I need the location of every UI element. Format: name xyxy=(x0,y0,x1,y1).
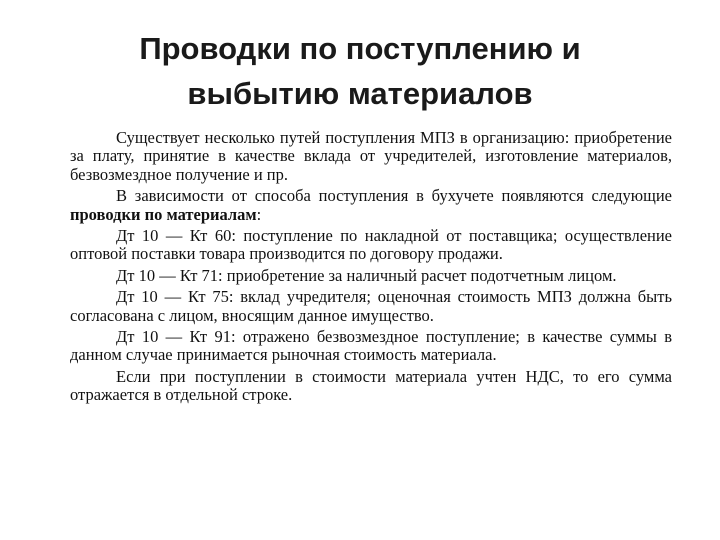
bold-term: проводки по материалам xyxy=(70,204,257,224)
paragraph-posting-71: Дт 10 — Кт 71: приобретение за наличный расчет подотчетным лицом. xyxy=(116,265,617,285)
paragraph-text: В зависимости от способа поступления в бухучете появляются следующие xyxy=(116,186,672,206)
paragraph-posting-75: Дт 10 — Кт 75: вклад учредителя; оценочная стоимость МПЗ должна быть согласована с лицом, вносящим данное имущество. xyxy=(70,287,672,325)
paragraph-text: : xyxy=(256,204,262,224)
slide-title xyxy=(60,26,660,116)
paragraph-posting-91: Дт 10 — Кт 91: отражено безвозмездное поступление; в качестве суммы в данном случае принимается рыночная стоимость материала. xyxy=(70,327,672,365)
slide-title-line-2: выбытию материалов xyxy=(187,76,533,111)
slide-body xyxy=(70,129,672,408)
slide-title-line-1: Проводки по поступлению и xyxy=(139,31,581,66)
paragraph-vat: Если при поступлении в стоимости материала учтен НДС, то его сумма отражается в отдельной строке. xyxy=(70,366,672,405)
paragraph-postings-intro xyxy=(70,187,672,224)
paragraph-intro: Существует несколько путей поступления МПЗ в организацию: приобретение за плату, принятие в качестве вклада от учредителей, изготовление материалов, безвозмездное получение и пр. xyxy=(70,128,672,184)
paragraph-posting-60: Дт 10 — Кт 60: поступление по накладной от поставщика; осуществление оптовой поставки товара производится по договору продажи. xyxy=(70,226,672,264)
